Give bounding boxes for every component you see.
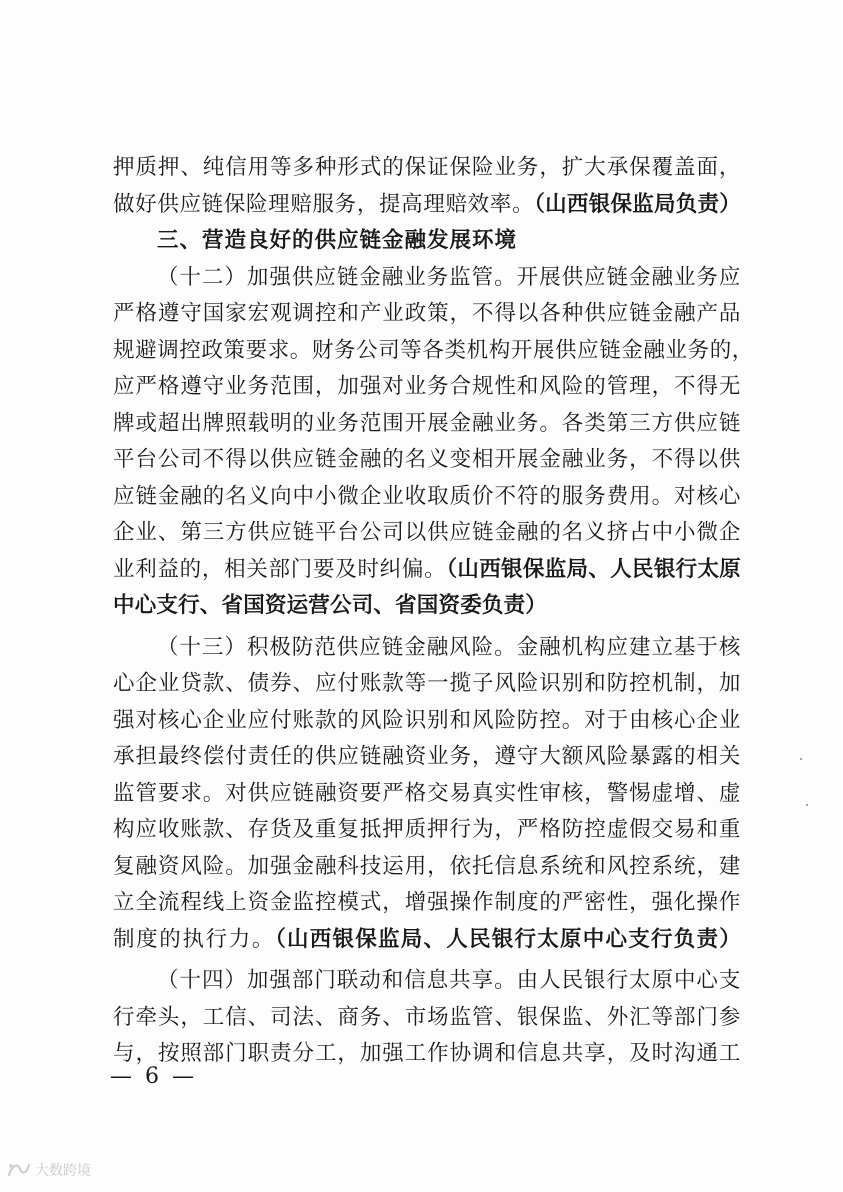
paragraph-start: （十三）积极防范供应链金融风险。金融机构应建立基于核	[157, 634, 741, 660]
text-line	[113, 515, 741, 552]
text-line	[113, 187, 741, 224]
text-segment: 应严格遵守业务范围，加强对业务合规性和风险的管理，不得无	[113, 374, 741, 399]
text-line	[113, 922, 741, 959]
text-line	[113, 1036, 741, 1073]
text-segment: 强对核心企业应付账款的风险识别和风险防控。对于由核心企业	[113, 707, 741, 733]
text-segment: 规避调控政策要求。财务公司等各类机构开展供应链金融业务的，	[113, 337, 754, 363]
text-line	[113, 963, 741, 1000]
text-line	[113, 849, 741, 886]
text-segment: 平台公司不得以供应链金融的名义变相开展金融业务，不得以供	[113, 447, 741, 472]
text-line	[113, 296, 741, 333]
watermark-text: 大数跨境	[35, 1163, 91, 1179]
text-segment: 企业、第三方供应链平台公司以供应链金融的名义挤占中小微企	[113, 520, 741, 545]
document-body	[113, 150, 754, 1073]
text-segment: 复融资风险。加强金融科技运用，依托信息系统和风控系统，建	[113, 853, 741, 879]
text-line	[113, 1000, 741, 1037]
text-line	[113, 666, 741, 703]
text-line	[113, 406, 741, 443]
watermark-logo-icon	[6, 1161, 32, 1179]
text-line	[113, 588, 741, 625]
page-number: — 6 —	[110, 1064, 197, 1089]
text-segment: 做好供应链保险理赔服务，提高理赔效率。	[113, 191, 535, 217]
responsible-party: （山西银保监局、人民银行太原中心支行负责）	[275, 926, 742, 952]
text-segment: 牌或超出牌照载明的业务范围开展金融业务。各类第三方供应链	[113, 410, 741, 436]
scan-speck	[806, 804, 808, 806]
text-line	[113, 442, 741, 479]
text-line	[113, 552, 741, 589]
paragraph-start: （十四）加强部门联动和信息共享。由人民银行太原中心支	[157, 968, 741, 993]
text-segment: 立全流程线上资金监控模式，增强操作制度的严密性，强化操作	[113, 890, 741, 915]
text-line	[113, 260, 741, 297]
text-line	[113, 885, 741, 922]
responsible-party: （山西银保监局负责）	[534, 191, 741, 217]
section-heading-text: 三、营造良好的供应链金融发展环境	[157, 228, 518, 253]
text-line	[113, 369, 741, 406]
text-segment: 应链金融的名义向中小微企业收取质价不符的服务费用。对核心	[113, 483, 741, 509]
text-line	[113, 703, 741, 740]
text-segment: 业利益的，相关部门要及时纠偏。	[113, 556, 447, 582]
text-line	[113, 630, 741, 667]
text-line	[113, 739, 741, 776]
text-segment: 严格遵守国家宏观调控和产业政策，不得以各种供应链金融产品	[113, 301, 741, 326]
text-segment: 制度的执行力。	[113, 926, 276, 952]
text-segment: 与，按照部门职责分工，加强工作协调和信息共享，及时沟通工	[113, 1041, 741, 1066]
section-heading	[113, 223, 741, 260]
paragraph-start: （十二）加强供应链金融业务监管。开展供应链金融业务应	[157, 264, 741, 290]
text-segment: 承担最终偿付责任的供应链融资业务，遵守大额风险暴露的相关	[113, 744, 741, 769]
text-segment: 心企业贷款、债券、应付账款等一揽子风险识别和防控机制，加	[113, 671, 741, 696]
text-line	[113, 150, 741, 187]
text-line	[113, 479, 741, 516]
text-segment: 监管要求。对供应链融资要严格交易真实性审核，警惕虚增、虚	[113, 780, 741, 806]
text-line	[113, 333, 754, 370]
text-segment: 行牵头，工信、司法、商务、市场监管、银保监、外汇等部门参	[113, 1004, 741, 1030]
text-segment: 构应收账款、存货及重复抵押质押行为，严格防控虚假交易和重	[113, 817, 741, 842]
text-segment: 押质押、纯信用等多种形式的保证保险业务，扩大承保覆盖面，	[113, 155, 741, 180]
scan-speck	[800, 758, 802, 760]
watermark	[6, 1160, 91, 1180]
responsible-party: 中心支行、省国资运营公司、省国资委负责）	[113, 593, 548, 618]
text-line	[113, 812, 741, 849]
text-line	[113, 776, 741, 813]
responsible-party: （山西银保监局、人民银行太原	[446, 556, 741, 582]
